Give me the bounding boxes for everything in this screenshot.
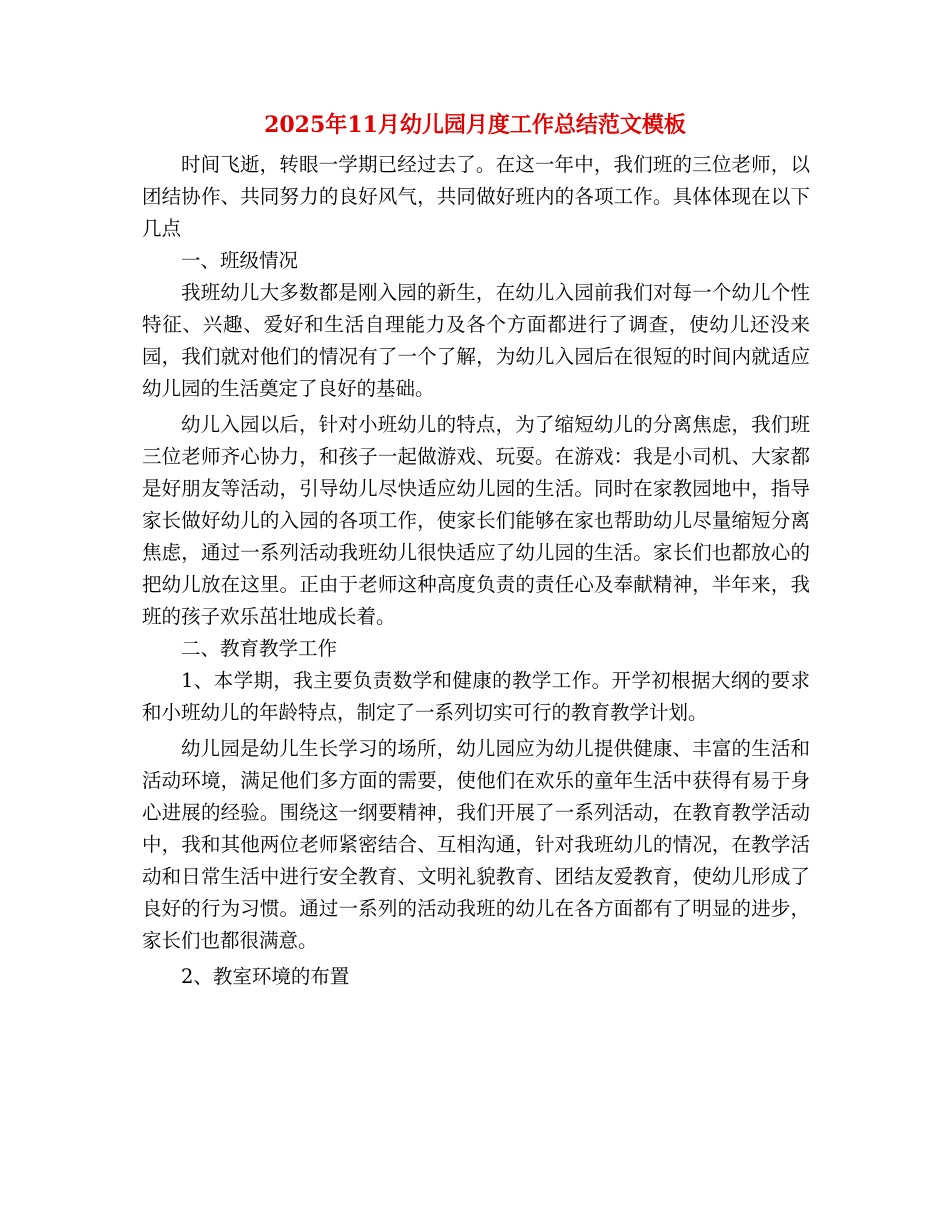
paragraph-new-students: 我班幼儿大多数都是刚入园的新生，在幼儿入园前我们对每一个幼儿个性特征、兴趣、爱好和生活自理能力及各个方面都进行了调查，使幼儿还没来园，我们就对他们的情况有了一个了解，为幼儿入园后在很短的时间内就适应幼儿园的生活奠定了良好的基础。 bbox=[142, 281, 810, 400]
document-body bbox=[142, 149, 810, 993]
paragraph-after-enrollment: 幼儿入园以后，针对小班幼儿的特点，为了缩短幼儿的分离焦虑，我们班三位老师齐心协力，和孩子一起做游戏、玩耍。在游戏：我是小司机、大家都是好朋友等活动，引导幼儿尽快适应幼儿园的生活。同时在家教园地中，指导家长做好幼儿的入园的各项工作，使家长们能够在家也帮助幼儿尽量缩短分离焦虑，通过一系列活动我班幼儿很快适应了幼儿园的生活。家长们也都放心的把幼儿放在这里。正由于老师这种高度负责的责任心及奉献精神，半年来，我班的孩子欢乐茁壮地成长着。 bbox=[142, 413, 810, 628]
section-heading-class-situation: 一、班级情况 bbox=[181, 249, 299, 272]
paragraph-classroom-layout: 2、教室环境的布置 bbox=[181, 965, 350, 988]
paragraph-kindergarten-environment: 幼儿园是幼儿生长学习的场所，幼儿园应为幼儿提供健康、丰富的生活和活动环境，满足他们多方面的需要，使他们在欢乐的童年生活中获得有易于身心进展的经验。围绕这一纲要精神，我们开展了一系列活动，在教育教学活动中，我和其他两位老师紧密结合、互相沟通，针对我班幼儿的情况，在教学活动和日常生活中进行安全教育、文明礼貌教育、团结友爱教育，使幼儿形成了良好的行为习惯。通过一系列的活动我班的幼儿在各方面都有了明显的进步，家长们也都很满意。 bbox=[142, 737, 810, 952]
document-title: 2025年11月幼儿园月度工作总结范文模板 bbox=[264, 112, 686, 138]
paragraph-teaching-plan: 1、本学期，我主要负责数学和健康的教学工作。开学初根据大纲的要求和小班幼儿的年龄特点，制定了一系列切实可行的教育教学计划。 bbox=[142, 669, 810, 724]
section-heading-teaching-work: 二、教育教学工作 bbox=[181, 637, 338, 660]
paragraph-intro: 时间飞逝，转眼一学期已经过去了。在这一年中，我们班的三位老师，以团结协作、共同努力的良好风气，共同做好班内的各项工作。具体体现在以下几点 bbox=[142, 153, 810, 240]
